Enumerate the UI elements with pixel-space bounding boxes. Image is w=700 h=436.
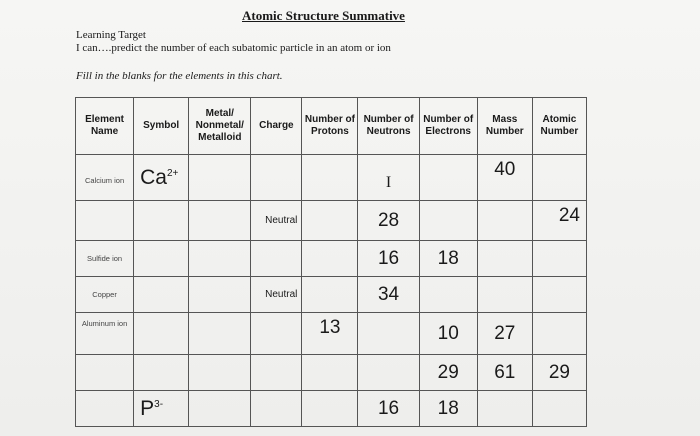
cell-protons xyxy=(302,241,358,277)
cell-protons xyxy=(302,391,358,427)
cell-mass-number xyxy=(477,391,532,427)
cell-element-name: Aluminum ion xyxy=(76,313,134,355)
symbol-charge-superscript: 3- xyxy=(154,398,164,410)
table-row xyxy=(76,201,587,241)
symbol-charge-superscript: 2+ xyxy=(166,167,179,179)
cell-symbol xyxy=(134,313,189,355)
col-neutrons: Number of Neutrons xyxy=(358,98,419,155)
cell-element-name: Calcium ion xyxy=(76,155,134,201)
cell-charge: Neutral xyxy=(251,201,302,241)
header-row xyxy=(76,98,587,155)
cell-electrons xyxy=(419,277,477,313)
cell-atomic-number xyxy=(532,277,586,313)
cell-metal-nonmetal xyxy=(189,241,251,277)
element-chart xyxy=(75,97,587,427)
cell-electrons: 29 xyxy=(419,355,477,391)
cell-symbol xyxy=(134,355,189,391)
cell-protons xyxy=(302,277,358,313)
cell-symbol xyxy=(134,201,189,241)
cell-atomic-number xyxy=(532,155,586,201)
cell-atomic-number xyxy=(532,391,586,427)
table-row xyxy=(76,355,587,391)
cell-mass-number: 40 xyxy=(477,155,532,201)
cell-neutrons: I xyxy=(358,155,419,201)
cell-electrons: 18 xyxy=(419,391,477,427)
cell-neutrons: 16 xyxy=(358,241,419,277)
cell-metal-nonmetal xyxy=(189,277,251,313)
col-protons: Number of Protons xyxy=(302,98,358,155)
cell-atomic-number xyxy=(532,313,586,355)
cell-protons xyxy=(302,201,358,241)
cell-charge xyxy=(251,155,302,201)
table-row xyxy=(76,241,587,277)
cell-metal-nonmetal xyxy=(189,313,251,355)
cell-element-name: Copper xyxy=(76,277,134,313)
cell-electrons: 18 xyxy=(419,241,477,277)
cell-atomic-number: 29 xyxy=(532,355,586,391)
cell-protons: 13 xyxy=(302,313,358,355)
cell-symbol xyxy=(134,277,189,313)
element-symbol: Ca xyxy=(140,165,167,189)
cell-neutrons xyxy=(358,313,419,355)
cell-charge xyxy=(251,313,302,355)
cell-element-name xyxy=(76,355,134,391)
cell-neutrons: 16 xyxy=(358,391,419,427)
cell-mass-number: 61 xyxy=(477,355,532,391)
col-electrons: Number of Electrons xyxy=(419,98,477,155)
col-mass-number: Mass Number xyxy=(477,98,532,155)
cell-charge xyxy=(251,355,302,391)
cell-mass-number xyxy=(477,277,532,313)
table-row xyxy=(76,155,587,201)
cell-neutrons: 28 xyxy=(358,201,419,241)
cell-metal-nonmetal xyxy=(189,391,251,427)
table-row xyxy=(76,277,587,313)
table-row xyxy=(76,313,587,355)
cell-protons xyxy=(302,155,358,201)
learning-target-heading: Learning Target xyxy=(76,29,146,41)
cell-mass-number xyxy=(477,241,532,277)
learning-target-text: I can….predict the number of each subatomic particle in an atom or ion xyxy=(76,42,391,54)
cell-metal-nonmetal xyxy=(189,201,251,241)
col-element-name: Element Name xyxy=(76,98,134,155)
cell-metal-nonmetal xyxy=(189,155,251,201)
instructions: Fill in the blanks for the elements in this chart. xyxy=(76,70,283,82)
cell-protons xyxy=(302,355,358,391)
cell-element-name xyxy=(76,201,134,241)
cell-symbol xyxy=(134,391,189,427)
col-charge: Charge xyxy=(251,98,302,155)
table-row xyxy=(76,391,587,427)
cell-mass-number xyxy=(477,201,532,241)
page-title: Atomic Structure Summative xyxy=(242,8,405,23)
cell-element-name: Sulfide ion xyxy=(76,241,134,277)
cell-metal-nonmetal xyxy=(189,355,251,391)
cell-atomic-number xyxy=(532,241,586,277)
col-symbol: Symbol xyxy=(134,98,189,155)
cell-neutrons: 34 xyxy=(358,277,419,313)
cell-symbol xyxy=(134,155,189,201)
cell-electrons xyxy=(419,155,477,201)
cell-element-name xyxy=(76,391,134,427)
cell-charge xyxy=(251,391,302,427)
cell-symbol xyxy=(134,241,189,277)
cell-charge: Neutral xyxy=(251,277,302,313)
cell-neutrons xyxy=(358,355,419,391)
element-symbol: P xyxy=(140,396,155,420)
cell-electrons: 10 xyxy=(419,313,477,355)
cell-atomic-number: 24 xyxy=(532,201,586,241)
col-atomic-number: Atomic Number xyxy=(532,98,586,155)
cell-electrons xyxy=(419,201,477,241)
cell-mass-number: 27 xyxy=(477,313,532,355)
col-metal-nonmetal: Metal/ Nonmetal/ Metalloid xyxy=(189,98,251,155)
cell-charge xyxy=(251,241,302,277)
